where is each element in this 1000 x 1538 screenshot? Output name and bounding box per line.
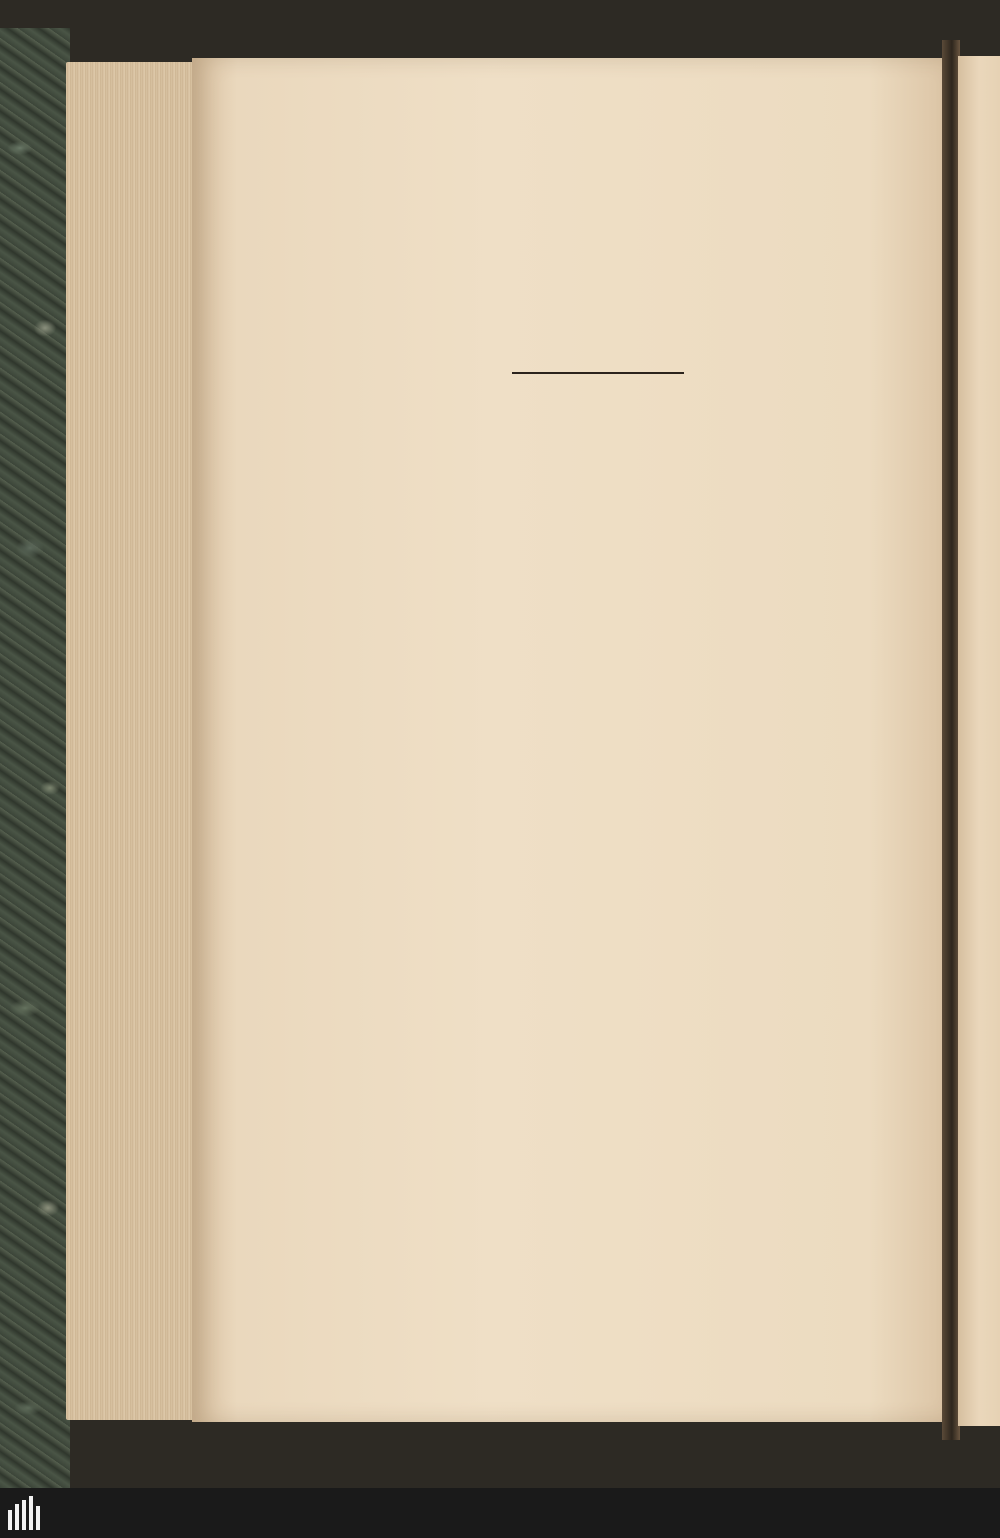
library-logo-icon [8,1496,48,1530]
page-edges [66,62,196,1420]
library-footer [0,1488,1000,1538]
section-divider [512,372,684,374]
facing-page [958,56,1000,1426]
left-page [192,58,944,1422]
marbled-cover [0,28,70,1488]
